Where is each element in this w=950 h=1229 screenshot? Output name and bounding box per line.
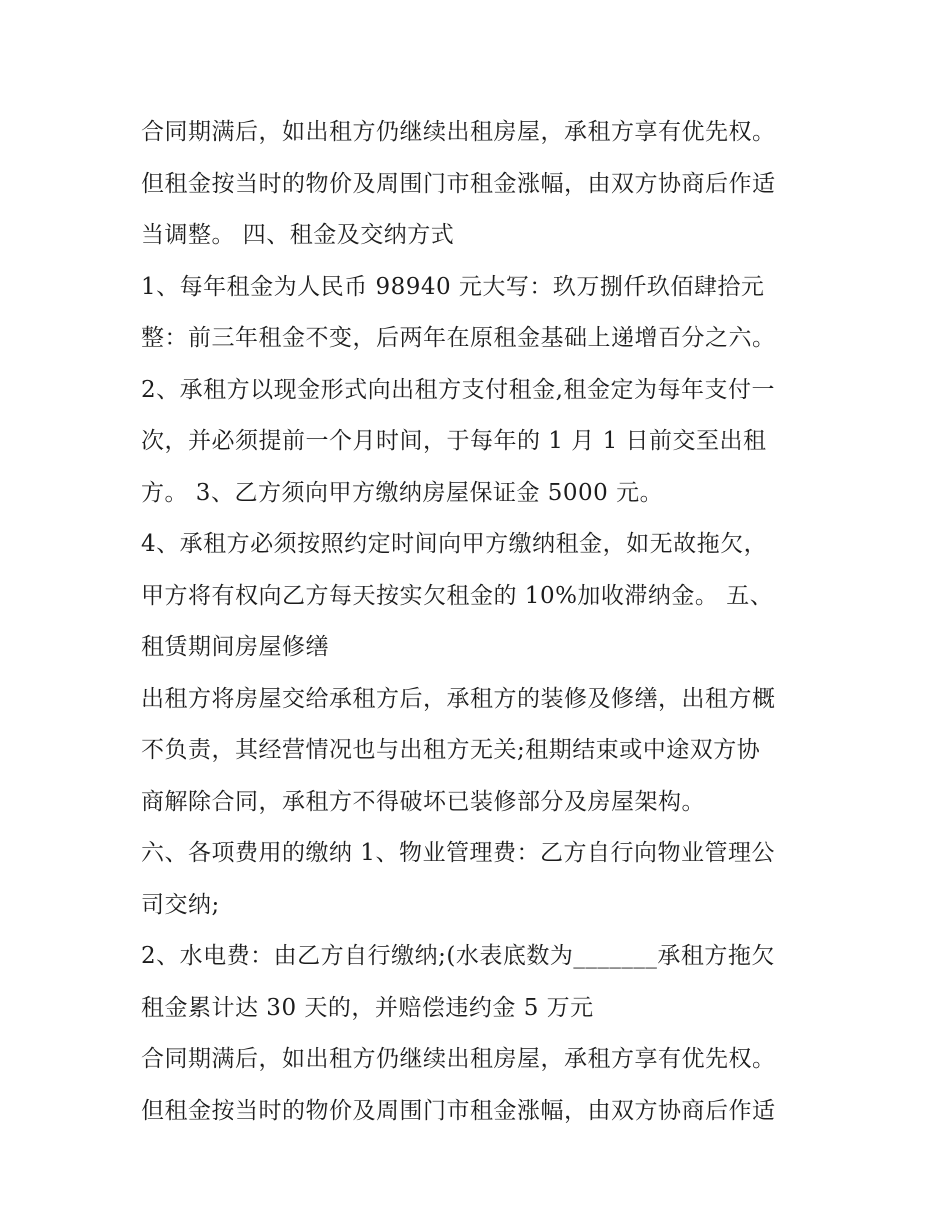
text-line-12: 出租方将房屋交给承租方后，承租方的装修及修缮，出租方概: [141, 685, 776, 712]
text-line-8: 方。 3、乙方须向甲方缴纳房屋保证金 5000 元。: [141, 479, 664, 506]
text-line-17: 2、水电费：由乙方自行缴纳;(水表底数为_______承租方拖欠: [141, 943, 775, 969]
text-line-16: 司交纳;: [141, 891, 220, 918]
text-line-18: 租金累计达 30 天的，并赔偿违约金 5 万元: [141, 994, 594, 1021]
text-line-1: 合同期满后，如出租方仍继续出租房屋，承租方享有优先权。: [141, 119, 776, 145]
text-line-10: 甲方将有权向乙方每天按实欠租金的 10%加收滞纳金。 五、: [141, 582, 774, 609]
text-line-20: 但租金按当时的物价及周围门市租金涨幅，由双方协商后作适: [141, 1097, 776, 1124]
text-line-14: 商解除合同，承租方不得破坏已装修部分及房屋架构。: [141, 788, 705, 815]
text-line-6: 2、承租方以现金形式向出租方支付租金,租金定为每年支付一: [141, 376, 775, 403]
text-line-2: 但租金按当时的物价及周围门市租金涨幅，由双方协商后作适: [141, 170, 776, 197]
text-line-15: 六、各项费用的缴纳 1、物业管理费：乙方自行向物业管理公: [141, 840, 775, 866]
text-line-13: 不负责，其经营情况也与出租方无关;租期结束或中途双方协: [141, 737, 761, 763]
text-line-11: 租赁期间房屋修缮: [141, 634, 329, 660]
text-line-4: 1、每年租金为人民币 98940 元大写：玖万捌仟玖佰肆拾元: [141, 273, 765, 300]
text-line-7: 次，并必须提前一个月时间，于每年的 1 月 1 日前交至出租: [141, 428, 767, 454]
text-line-19: 合同期满后，如出租方仍继续出租房屋，承租方享有优先权。: [141, 1046, 776, 1072]
text-line-9: 4、承租方必须按照约定时间向甲方缴纳租金，如无故拖欠，: [141, 531, 768, 557]
text-line-5: 整：前三年租金不变，后两年在原租金基础上递增百分之六。: [141, 325, 776, 351]
text-line-3: 当调整。 四、租金及交纳方式: [141, 222, 455, 248]
document-body: [141, 107, 831, 1137]
